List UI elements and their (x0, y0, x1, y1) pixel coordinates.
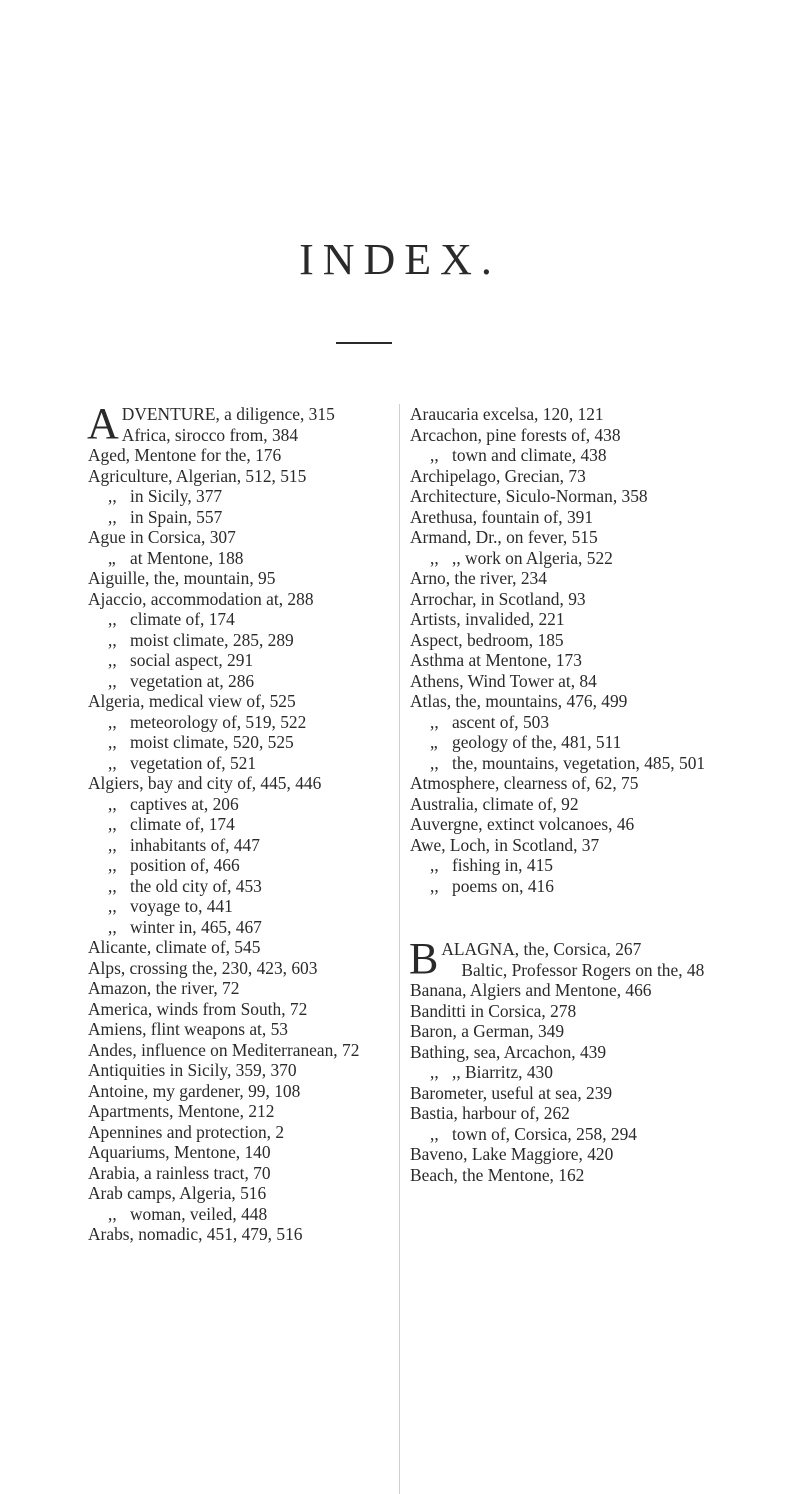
index-entry-text: moist climate, 520, 525 (130, 732, 294, 752)
index-subentry (88, 814, 390, 835)
index-entry-text: Arethusa, fountain of, 391 (410, 506, 594, 527)
index-entry-text: Asthma at Mentone, 173 (410, 650, 582, 670)
index-subentry (410, 732, 728, 753)
ditto-mark: ,, (108, 711, 117, 732)
ditto-mark: ,, (108, 875, 117, 896)
index-entry-text: Artists, invalided, 221 (410, 609, 565, 629)
index-entry (410, 1103, 728, 1124)
index-entry-text: Aiguille, the, mountain, 95 (88, 568, 276, 588)
index-entry-text: vegetation of, 521 (130, 752, 257, 773)
index-subentry (410, 753, 728, 774)
index-entry (88, 958, 390, 979)
index-subentry (88, 507, 390, 528)
index-entry-text: Auvergne, extinct volcanoes, 46 (410, 814, 635, 834)
index-entry-text: Atmosphere, clearness of, 62, 75 (410, 773, 639, 793)
index-entry-text: Banditti in Corsica, 278 (410, 1000, 577, 1021)
index-entry (88, 568, 390, 589)
ditto-mark: ,, (108, 506, 117, 527)
index-entry-text: Ajaccio, accommodation at, 288 (88, 588, 314, 609)
index-entry-text: meteorology of, 519, 522 (130, 711, 307, 732)
index-entry-text: Antiquities in Sicily, 359, 370 (88, 1060, 297, 1080)
index-entry-text: ascent of, 503 (452, 711, 550, 732)
index-subentry (88, 917, 390, 938)
index-entry (88, 773, 390, 794)
index-entry-text: Awe, Loch, in Scotland, 37 (410, 834, 600, 855)
index-entry-text: town and climate, 438 (452, 445, 607, 465)
index-entry-text: Araucaria excelsa, 120, 121 (410, 404, 604, 424)
index-entry-list (410, 980, 728, 1185)
index-entry-text: Bastia, harbour of, 262 (410, 1103, 570, 1123)
index-entry (410, 609, 728, 630)
index-entry-text: inhabitants of, 447 (130, 834, 260, 855)
ditto-mark: ,, (108, 855, 117, 875)
index-entry-list (88, 445, 390, 1245)
ditto-mark: ,, (430, 547, 439, 568)
index-entry (88, 1163, 390, 1184)
ditto-mark: ,, (108, 486, 117, 506)
ditto-mark: ,, (108, 629, 117, 650)
ditto-mark: ,, (430, 1062, 439, 1082)
index-entry-text: in Sicily, 377 (130, 486, 223, 506)
index-subentry (88, 486, 390, 507)
index-subentry (410, 712, 728, 733)
index-subentry (410, 876, 728, 897)
index-entry (410, 486, 728, 507)
index-entry-text: social aspect, 291 (130, 650, 254, 670)
index-subentry (88, 1204, 390, 1225)
index-entry-text: Aspect, bedroom, 185 (410, 629, 564, 650)
column-divider (399, 404, 400, 1494)
index-entry (410, 404, 728, 425)
index-entry-text: the, mountains, vegetation, 485, 501 (452, 752, 706, 773)
index-entry-balagna (409, 934, 728, 983)
index-entry-adventure (87, 399, 390, 448)
index-entry-text: Arcachon, pine forests of, 438 (410, 424, 621, 445)
index-subentry (410, 1062, 728, 1083)
index-entry (88, 1122, 390, 1143)
index-entry (88, 527, 390, 548)
index-entry-text: vegetation at, 286 (130, 670, 255, 691)
ditto-mark: ,, (108, 650, 117, 670)
index-subentry (88, 794, 390, 815)
ditto-mark: ,, (430, 855, 439, 875)
ditto-mark: ,, (108, 896, 117, 916)
index-entry (88, 1081, 390, 1102)
index-entry (88, 691, 390, 712)
index-entry (410, 773, 728, 794)
ditto-mark: ,, (108, 752, 117, 773)
index-entry (410, 794, 728, 815)
index-entry-text: captives at, 206 (130, 793, 239, 814)
index-entry-text: climate of, 174 (130, 609, 235, 629)
index-entry-list (410, 404, 728, 896)
index-entry-text: Architecture, Siculo-Norman, 358 (410, 486, 648, 506)
index-entry-text: geology of the, 481, 511 (452, 732, 622, 752)
index-entry (410, 1042, 728, 1063)
index-entry-text: Amiens, flint weapons at, 53 (88, 1019, 288, 1039)
index-subentry (88, 753, 390, 774)
index-subentry (88, 548, 390, 569)
index-entry-text: Aquariums, Mentone, 140 (88, 1142, 271, 1162)
index-entry-text: Alps, crossing the, 230, 423, 603 (88, 957, 318, 978)
index-entry-text: Andes, influence on Mediterranean, 72 (88, 1039, 360, 1060)
index-entry-text: Arab camps, Algeria, 516 (88, 1183, 267, 1203)
index-entry-text: fishing in, 415 (452, 855, 553, 875)
ditto-mark: ,, (108, 1203, 117, 1224)
index-entry (410, 691, 728, 712)
index-entry (88, 466, 390, 487)
index-entry-text: Agriculture, Algerian, 512, 515 (88, 465, 307, 486)
index-entry-text: Baltic, Professor Rogers on the, 48 (461, 959, 705, 980)
dropcap-letter: B (409, 934, 439, 983)
ditto-mark: „ (108, 547, 116, 568)
index-subentry (410, 1124, 728, 1145)
index-entry-text: Archipelago, Grecian, 73 (410, 465, 586, 486)
index-entry-text: Beach, the Mentone, 162 (410, 1164, 585, 1185)
index-subentry (88, 609, 390, 630)
index-entry-text: moist climate, 285, 289 (130, 629, 294, 650)
index-entry-text: poems on, 416 (452, 875, 554, 896)
index-entry-text: Arno, the river, 234 (410, 568, 547, 588)
index-entry-text: Antoine, my gardener, 99, 108 (88, 1080, 301, 1101)
index-entry (410, 425, 728, 446)
page-title: INDEX. (299, 235, 501, 284)
index-entry (410, 507, 728, 528)
index-entry (88, 1101, 390, 1122)
dropcap-letter: A (87, 399, 119, 448)
index-entry-text: woman, veiled, 448 (130, 1203, 268, 1224)
index-entry-text: Alicante, climate of, 545 (88, 937, 261, 957)
index-entry-text: winter in, 465, 467 (130, 916, 262, 937)
index-subentry (88, 630, 390, 651)
index-entry (88, 999, 390, 1020)
index-subentry (88, 650, 390, 671)
index-entry (88, 589, 390, 610)
ditto-mark: ,, (108, 834, 117, 855)
ditto-mark: ,, (108, 609, 117, 629)
index-entry-text: the old city of, 453 (130, 875, 262, 896)
index-entry-text: Armand, Dr., on fever, 515 (410, 527, 598, 547)
index-entry-text: Ague in Corsica, 307 (88, 527, 236, 547)
index-entry-text: ,, Biarritz, 430 (452, 1062, 553, 1082)
index-column-right (410, 404, 728, 1185)
index-subentry (410, 855, 728, 876)
index-entry-text: Barometer, useful at sea, 239 (410, 1082, 613, 1103)
index-entry-text: climate of, 174 (130, 814, 235, 834)
index-entry-text: Bathing, sea, Arcachon, 439 (410, 1041, 607, 1062)
index-entry (88, 1060, 390, 1081)
ditto-mark: ,, (108, 732, 117, 752)
index-entry-text: Amazon, the river, 72 (88, 978, 240, 998)
index-entry (88, 1142, 390, 1163)
index-entry (410, 650, 728, 671)
index-entry (410, 527, 728, 548)
index-entry (88, 1224, 390, 1245)
index-subentry (88, 876, 390, 897)
index-entry (410, 589, 728, 610)
ditto-mark: ,, (430, 875, 439, 896)
index-entry (410, 1083, 728, 1104)
index-subentry (88, 671, 390, 692)
index-entry-text: Australia, climate of, 92 (410, 793, 579, 814)
index-entry (410, 980, 728, 1001)
index-subentry (410, 548, 728, 569)
index-entry (410, 568, 728, 589)
index-entry-text: Banana, Algiers and Mentone, 466 (410, 980, 652, 1000)
index-entry (88, 1019, 390, 1040)
index-entry-text: Algeria, medical view of, 525 (88, 691, 296, 711)
ditto-mark: ,, (108, 916, 117, 937)
index-entry (410, 1021, 728, 1042)
index-entry-text: America, winds from South, 72 (88, 998, 308, 1019)
index-entry (410, 1144, 728, 1165)
index-entry (88, 1183, 390, 1204)
index-entry (410, 671, 728, 692)
ditto-mark: ,, (430, 752, 439, 773)
index-entry-text: in Spain, 557 (130, 506, 223, 527)
index-entry-text: Arabia, a rainless tract, 70 (88, 1162, 271, 1183)
section-gap (410, 896, 728, 939)
index-subentry (88, 732, 390, 753)
index-entry-text: Atlas, the, mountains, 476, 499 (410, 691, 628, 711)
index-entry-text: ALAGNA, the, Corsica, 267 (441, 939, 642, 959)
index-entry-text: town of, Corsica, 258, 294 (452, 1123, 637, 1144)
index-entry (88, 445, 390, 466)
ditto-mark: ,, (430, 445, 439, 465)
index-subentry (410, 445, 728, 466)
index-entry-text: Baveno, Lake Maggiore, 420 (410, 1144, 614, 1164)
ditto-mark: ,, (430, 711, 439, 732)
index-entry-text: at Mentone, 188 (130, 547, 244, 568)
index-entry-text: Aged, Mentone for the, 176 (88, 445, 282, 465)
index-entry (88, 978, 390, 999)
index-entry (410, 814, 728, 835)
index-entry-text: Arrochar, in Scotland, 93 (410, 588, 586, 609)
index-entry (410, 1165, 728, 1186)
index-entry (410, 1001, 728, 1022)
index-entry-text: ,, work on Algeria, 522 (452, 547, 613, 568)
index-entry-text: Arabs, nomadic, 451, 479, 516 (88, 1224, 303, 1244)
index-entry-text: Apartments, Mentone, 212 (88, 1101, 275, 1121)
index-subentry (88, 896, 390, 917)
ditto-mark: „ (430, 732, 438, 752)
ditto-mark: ,, (108, 670, 117, 691)
index-subentry (88, 712, 390, 733)
index-subentry (88, 855, 390, 876)
index-entry-text: Baron, a German, 349 (410, 1021, 565, 1041)
index-entry (410, 835, 728, 856)
ditto-mark: ,, (430, 1123, 439, 1144)
index-entry-text: Algiers, bay and city of, 445, 446 (88, 773, 322, 793)
title-divider (336, 342, 392, 344)
index-entry-text: Athens, Wind Tower at, 84 (410, 670, 597, 691)
index-subentry (88, 835, 390, 856)
index-entry-text: voyage to, 441 (130, 896, 233, 916)
index-entry-text: Africa, sirocco from, 384 (121, 424, 299, 445)
index-entry (410, 466, 728, 487)
ditto-mark: ,, (108, 814, 117, 834)
index-entry (88, 1040, 390, 1061)
ditto-mark: ,, (108, 793, 117, 814)
index-entry-text: position of, 466 (130, 855, 240, 875)
index-entry (410, 630, 728, 651)
index-entry-text: Apennines and protection, 2 (88, 1121, 285, 1142)
index-entry-text: DVENTURE, a diligence, 315 (121, 404, 335, 424)
index-column-left (87, 399, 390, 1245)
index-entry (88, 937, 390, 958)
